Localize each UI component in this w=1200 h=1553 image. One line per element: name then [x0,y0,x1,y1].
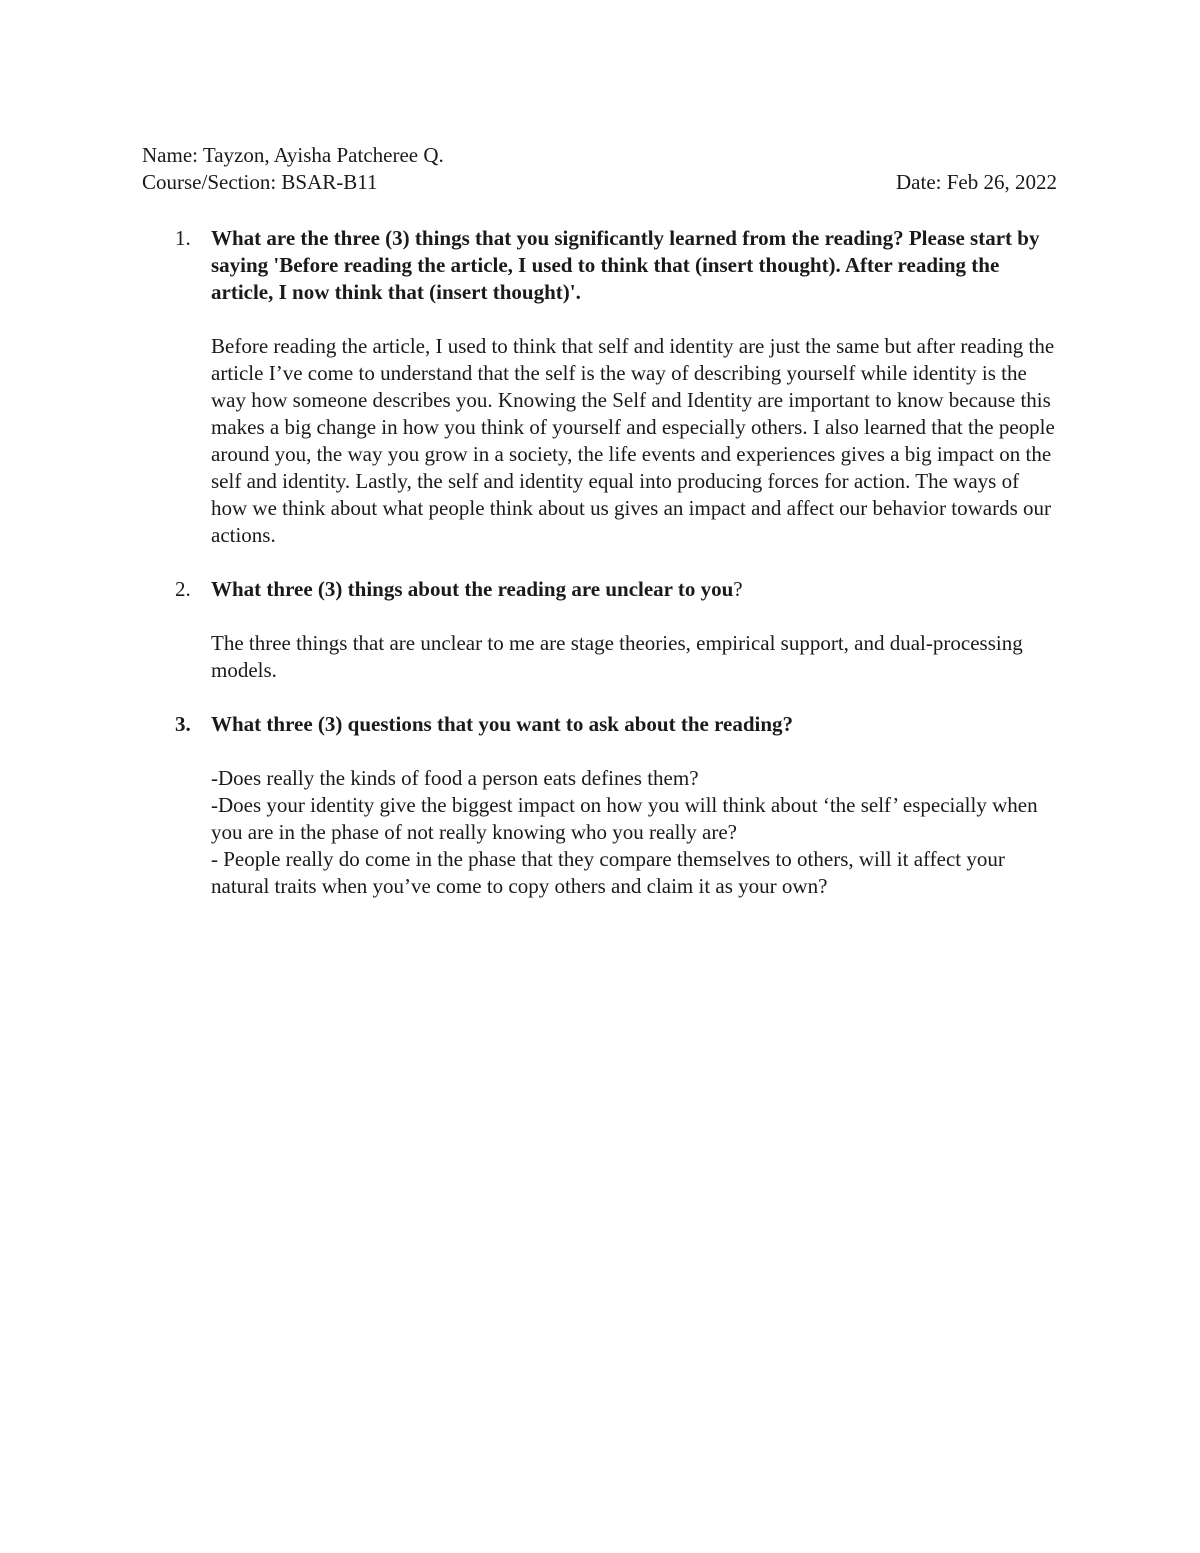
submission-date: Date: Feb 26, 2022 [896,170,1057,194]
question-number: 3. [175,712,191,736]
question-item [142,576,1057,684]
spacer [142,549,1057,576]
question-number: 2. [175,577,191,601]
student-name: Name: Tayzon, Ayisha Patcheree Q. [142,143,444,167]
question-item [142,225,1057,549]
question-mark: ? [733,577,743,601]
question-text-line [211,576,1057,603]
question-number: 1. [175,226,191,250]
question-text: What are the three (3) things that you significantly learned from the reading? Please start by saying 'Before reading the article, I used to think that (insert thought). After reading the article, I now think that (insert thought)'. [211,226,1040,304]
question-item [142,711,1057,900]
course-section: Course/Section: BSAR-B11 [142,170,378,194]
spacer [142,684,1057,711]
answer-text: The three things that are unclear to me are stage theories, empirical support, and dual-processing models. [211,631,1023,682]
question-text: What three (3) questions that you want to ask about the reading? [211,712,794,736]
question-text: What three (3) things about the reading are unclear to you [211,577,734,601]
answer-item: - People really do come in the phase that they compare themselves to others, will it affect your natural traits when you’ve come to copy others and claim it as your own? [211,847,1005,898]
course-date-row [142,169,1057,196]
document-header [142,142,1057,196]
answer-list [211,765,1057,900]
answer-text: Before reading the article, I used to think that self and identity are just the same but after reading the article I’ve come to understand that the self is the way of describing yourself while identity is the way how someone describes you. Knowing the Self and Identity are important to know because this makes a big change in how you think of yourself and especially others. I also learned that the people around you, the way you grow in a society, the life events and experiences gives a big impact on the self and identity. Lastly, the self and identity equal into producing forces for action. The ways of how we think about what people think about us gives an impact and affect our behavior towards our actions. [211,334,1055,547]
answer-item: -Does your identity give the biggest impact on how you will think about ‘the self’ especially when you are in the phase of not really knowing who you really are? [211,793,1038,844]
question-list [142,225,1057,900]
answer-item: -Does really the kinds of food a person eats defines them? [211,766,699,790]
